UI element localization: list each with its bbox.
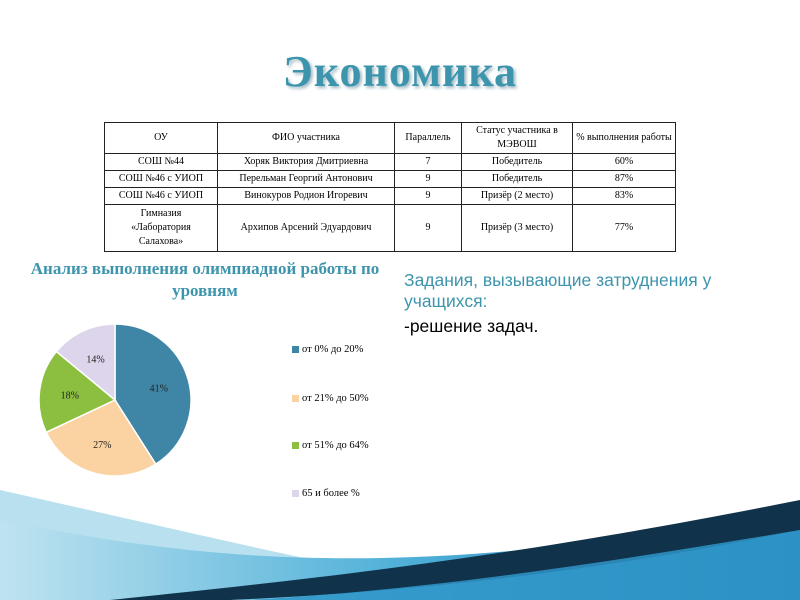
legend-swatch [292,442,299,449]
legend-label: 65 и более % [302,488,360,499]
cell-parallel: 9 [395,188,462,205]
cell-ou: СОШ №46 с УИОП [105,188,218,205]
cell-fio: Винокуров Родион Игоревич [218,188,395,205]
table-row [105,154,676,171]
cell-ou: СОШ №44 [105,154,218,171]
legend-swatch [292,395,299,402]
legend-label: от 21% до 50% [302,393,369,404]
cell-percent: 77% [573,205,676,252]
cell-ou: Гимназия «Лаборатория Салахова» [105,205,218,252]
pie-data-label: 18% [60,390,79,402]
pie-data-label: 27% [93,439,112,451]
pie-chart [0,300,290,500]
cell-status: Призёр (3 место) [462,205,573,252]
page-title: Экономика [282,47,518,96]
pie-data-label: 41% [149,383,168,395]
tasks-item: -решение задач. [404,316,539,336]
cell-fio: Хоряк Виктория Дмитриевна [218,154,395,171]
cell-fio: Перельман Георгий Антонович [218,171,395,188]
legend-item [292,440,369,451]
table-header-row [105,123,676,154]
header-ou: ОУ [105,123,218,154]
header-percent: % выполнения работы [573,123,676,154]
cell-percent: 60% [573,154,676,171]
table-row [105,188,676,205]
header-status: Статус участника в МЭВОШ [462,123,573,154]
decorative-wave [0,490,800,600]
pie-data-label: 14% [86,354,105,366]
legend-label: от 0% до 20% [302,344,364,355]
cell-parallel: 9 [395,205,462,252]
legend-item [292,393,369,404]
header-parallel: Параллель [395,123,462,154]
legend-label: от 51% до 64% [302,440,369,451]
cell-ou: СОШ №46 с УИОП [105,171,218,188]
tasks-heading: Задания, вызывающие затруднения у учащихся: [404,270,712,311]
cell-fio: Архипов Арсений Эдуардович [218,205,395,252]
cell-status: Победитель [462,154,573,171]
legend-swatch [292,346,299,353]
cell-parallel: 9 [395,171,462,188]
cell-status: Победитель [462,171,573,188]
cell-status: Призёр (2 место) [462,188,573,205]
results-table [104,122,676,252]
table-row [105,205,676,252]
chart-title: Анализ выполнения олимпиадной работы по уровням [30,259,380,300]
cell-percent: 87% [573,171,676,188]
header-fio: ФИО участника [218,123,395,154]
cell-percent: 83% [573,188,676,205]
cell-parallel: 7 [395,154,462,171]
table-row [105,171,676,188]
legend-item [292,344,363,355]
